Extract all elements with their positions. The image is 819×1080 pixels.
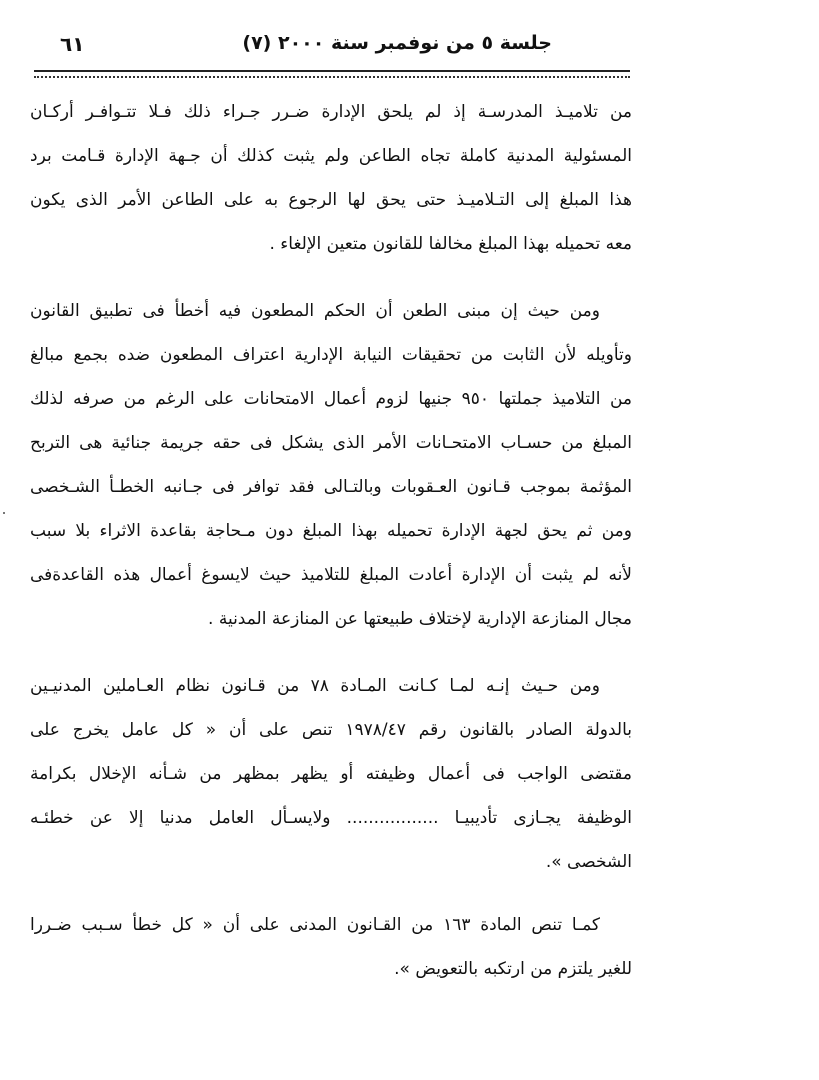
paragraph-2	[30, 289, 632, 641]
page-number: ٦١	[60, 32, 85, 56]
text-line: المبلغ من حسـاب الامتحـانات الأمر الذى يشكل فى حقه جريمة جنائية هى التربح	[30, 433, 632, 453]
text-line: ومن حـيث إنـه لمـا كـانت المـادة ٧٨ من قـانون نظام العـاملين المدنيـين	[30, 676, 600, 696]
text-line: ومن حيث إن مبنى الطعن أن الحكم المطعون فيه أخطأ فى تطبيق القانون	[30, 301, 600, 321]
text-line: بالدولة الصادر بالقانون رقم ١٩٧٨/٤٧ تنص على أن « كل عامل يخرج على	[30, 720, 632, 740]
document-body	[30, 90, 632, 991]
text-line: من تلاميـذ المدرسـة إذ لم يلحق الإدارة ضـرر جـراء ذلك فـلا تتـوافـر أركـان	[30, 102, 632, 122]
text-line: الشخصى ».	[545, 852, 632, 872]
paragraph-3	[30, 664, 632, 884]
session-title: جلسة ٥ من نوفمبر سنة ٢٠٠٠ (٧)	[242, 32, 552, 54]
page-header	[36, 28, 630, 68]
text-line: للغير يلتزم من ارتكبه بالتعويض ».	[394, 959, 632, 979]
paragraph-4	[30, 903, 632, 991]
text-line: المؤثمة بموجب قـانون العـقوبات وبالتـالى فقد توافر فى جـانبه الخطـأ الشـخصى	[30, 477, 632, 497]
paragraph-1	[30, 90, 632, 266]
text-line: من التلاميذ جملتها ٩٥٠ جنيها لزوم أعمال الامتحانات على الرغم من صرفه لذلك	[30, 389, 632, 409]
text-line: الوظيفة يجـازى تأديبيـا ................. ولايسـأل العامل مدنيا إلا عن خطئـه	[30, 808, 632, 828]
text-line: ومن ثم يحق لجهة الإدارة تحميله بهذا المبلغ دون مـحاجة بقاعدة الاثراء بلا سبب	[30, 521, 632, 541]
text-line: وتأويله لأن الثابت من تحقيقات النيابة الإدارية اعتراف المطعون ضده بجمع مبالغ	[30, 345, 632, 365]
text-line: لأنه لم يثبت أن الإدارة أعادت المبلغ للتلاميذ حيث لايسوغ أعمال هذه القاعدةفى	[30, 565, 632, 585]
text-line: مقتضى الواجب فى أعمال وظيفته أو يظهر بمظهر من شـأنه الإخلال بكرامة	[30, 764, 632, 784]
scan-speck	[3, 512, 5, 514]
text-line: هذا المبلغ إلى التـلاميـذ حتى يحق لها الرجوع به على الطاعن الأمر الذى يكون	[30, 190, 632, 210]
text-line: المسئولية المدنية كاملة تجاه الطاعن ولم يثبت كذلك أن جـهة الإدارة قـامت برد	[30, 146, 632, 166]
text-line: معه تحميله بهذا المبلغ مخالفا للقانون متعين الإلغاء .	[269, 234, 632, 254]
header-divider	[34, 70, 630, 78]
text-line: كمـا تنص المادة ١٦٣ من القـانون المدنى على أن « كل خطأ سـبب ضـررا	[30, 915, 600, 935]
text-line: مجال المنازعة الإدارية لإختلاف طبيعتها عن المنازعة المدنية .	[208, 609, 632, 629]
